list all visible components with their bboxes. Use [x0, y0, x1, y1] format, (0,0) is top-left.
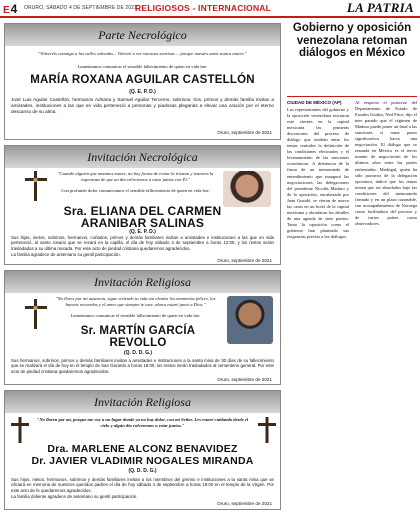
deceased-name-line1: Sra. ELIANA DEL CARMEN	[63, 204, 222, 218]
deceased-name-line1: Dra. MARLENE ALCONZ BENAVIDEZ	[47, 443, 238, 455]
notice-banner-title: Parte Necrológico	[98, 28, 187, 42]
deceased-name-line1: Sr. MARTÍN GARCÍA	[80, 325, 196, 337]
crucifix-icon	[11, 417, 29, 443]
header-dateline: ORURO, SÁBADO 4 DE SEPTIEMBRE DE 2021	[24, 5, 137, 11]
notice-intro: Lamentamos comunicar el sensible fallecimiento de quien en vida fue:	[77, 64, 208, 69]
notice-body: José Luis Aguilar Castellón, hermanos Adriana y Samuel Aguilar Terceros, sobrinos, tíos, primos y demás familia invitan a amistades, instituciones a las que en vida perteneció a personas y piadosas plegarias a elevar una oración por el eterno descanso de su alma.	[11, 97, 274, 114]
article-dateline: CIUDAD DE MÉXICO (AP)	[287, 100, 342, 105]
place-date: Oruro, septiembre de 2021	[217, 377, 272, 382]
deceased-photo	[223, 171, 271, 207]
deceased-name-line2: ARANIBAR SALINAS	[80, 216, 205, 230]
article-text-1: Los representantes del gobierno y la oposición venezolana iniciaron este viernes en la capital mexicana las primeras discusiones del proceso de diálogo que tendrán entre los temas centrales la definición de las condiciones electorales y el levantamiento de las sanciones económicas. A diferencia de la firma de un memorando de entendimiento que inauguró las negociaciones, las delegaciones del presidente Nicolás Maduro y de la oposición, encabezada por Juan Guaidó, se vieron de nuevo las caras en un hotel de la capital mexicana y abordaron los detalles de una agenda de siete puntos. Tanto la oposición como el gobierno han planteado sus exigencias previas a los diálogos.	[287, 107, 349, 239]
section-title: RELIGIOSOS - INTERNACIONAL	[135, 3, 272, 13]
honorific: (Q. E. P. D.)	[129, 229, 156, 235]
honorific: (Q. E. P. D.)	[129, 89, 156, 95]
notice-1	[4, 23, 281, 140]
notice-body: Sus hijos, nietos, hermanos, sobrinos y demás familiares invitan a los miembros del gremio e instituciones a la santa misa que se oficiará en memoria de nuestros queridos padres el día de hoy sábado 4 de septiembre a horas 19:00 en el templo de la Virgen. Por este acto de fe quedaremos agradecidos.	[11, 477, 274, 493]
place-date: Oruro, septiembre de 2021	[217, 501, 272, 506]
notice-quote: "No llores por mi ausencia, sigue viviendo tu vida sin olvidar los momentos felices, los buenos recuerdos y el amor que siempre te tuve, ahora estaré junto a Dios."	[55, 296, 216, 307]
place-date: Oruro, septiembre de 2021	[217, 130, 272, 135]
notice-banner-title: Invitación Religiosa	[94, 275, 191, 289]
article-column-2	[355, 100, 417, 227]
page-header	[0, 0, 420, 18]
deceased-photo	[227, 296, 273, 344]
crucifix-icon	[25, 171, 47, 201]
article-text-2: Al respecto el portavoz del Departamento de Estado de Estados Unidos, Ned Price, dijo el mes pasado que el régimen de Maduro puede poner un final a las sanciones si toma pasos significativos hacia una negociación. El diálogo que se reanuda en México es el tercer intento de negociación de los últimos años entre las partes enfrentadas. Madrigal, quien ha sido portavoz de la delegación opositora, indicó que los temas tienen que ser abordados bajo las condiciones del memorando firmado y en un plazo razonable, con acompañamiento de Noruega como facilitadora del proceso y de varios países como observadores.	[355, 100, 417, 226]
notice-quote: "Cuando alguien que amamos muere, no hay forma de evitar la tristeza y tenemos la esperanza de que un día volveremos a estar juntos con Él."	[57, 171, 214, 182]
masthead: LA PATRIA	[346, 0, 414, 15]
honorific: (Q. D. D. G.)	[123, 350, 153, 356]
notice-banner-title: Invitación Religiosa	[94, 395, 191, 409]
deceased-name-line2: REVOLLO	[109, 337, 167, 349]
article-title: Gobierno y oposición venezolana retoman diálogos en México	[292, 22, 412, 59]
place-date: Oruro, septiembre de 2021	[217, 258, 272, 263]
notice-thanks: La familia agradece de antemano su gentil participación.	[11, 252, 121, 257]
notice-2	[4, 145, 281, 265]
deceased-name-line2: Dr. JAVIER VLADIMIR NOGALES MIRANDA	[31, 455, 254, 467]
page-letter: E	[3, 5, 10, 16]
crucifix-icon-right	[258, 417, 276, 443]
notice-3	[4, 270, 281, 385]
notice-banner-title: Invitación Necrológica	[87, 150, 198, 164]
notice-4	[4, 390, 281, 510]
notice-body: Sus hermanos, sobrinos, primos y demás familiares invitan a amistades e instituciones a la santa misa de 30 días de su fallecimiento que se realizará el día de hoy en el templo de San Gerardo a horas 18:00, los restos serán trasladados al cementerio general. Por este acto de piedad cristiana quedaremos agradecidos.	[11, 358, 274, 374]
page-number	[3, 2, 17, 16]
article-divider	[287, 96, 417, 97]
page-number-value: 4	[10, 2, 18, 16]
notice-body: Sus hijas, nietos, sobrinos, hermanos, cuñados, primos y demás familiares invitan a amistades e instituciones a las que en vida perteneció, al santo rosario que se rezará en la capilla, el día de hoy sábado 4 de septiembre a horas 12:00, y los restos serán trasladados a su última morada. Por este acto de piedad cristiana quedaremos agradecidos.	[11, 235, 274, 251]
notice-quote: "Volveréis conmigo a las calles soleadas... Volveré a ver vuestras sonrisas ... porque nuestro amor nunca muere."	[38, 51, 247, 56]
honorific: (Q. D. D. G.)	[128, 468, 157, 474]
deceased-name: MARÍA ROXANA AGUILAR CASTELLÓN	[30, 74, 255, 86]
notice-quote: "No lloren por mí, porque me voy a un lugar donde ya no hay dolor, con mi Señor. Les estaré cuidando desde el cielo y algún día volveremos a estar juntos."	[36, 417, 249, 428]
notice-intro: Lamentamos comunicar el sensible fallecimiento de quien en vida fue:	[70, 313, 201, 318]
article-column-1	[287, 100, 349, 240]
notice-thanks: La familia doliente agradece de antemano su gentil participación.	[11, 494, 138, 499]
crucifix-icon	[25, 299, 47, 329]
notice-intro: Con profundo dolor comunicamos el sensible fallecimiento de quien en vida fue:	[61, 188, 210, 193]
